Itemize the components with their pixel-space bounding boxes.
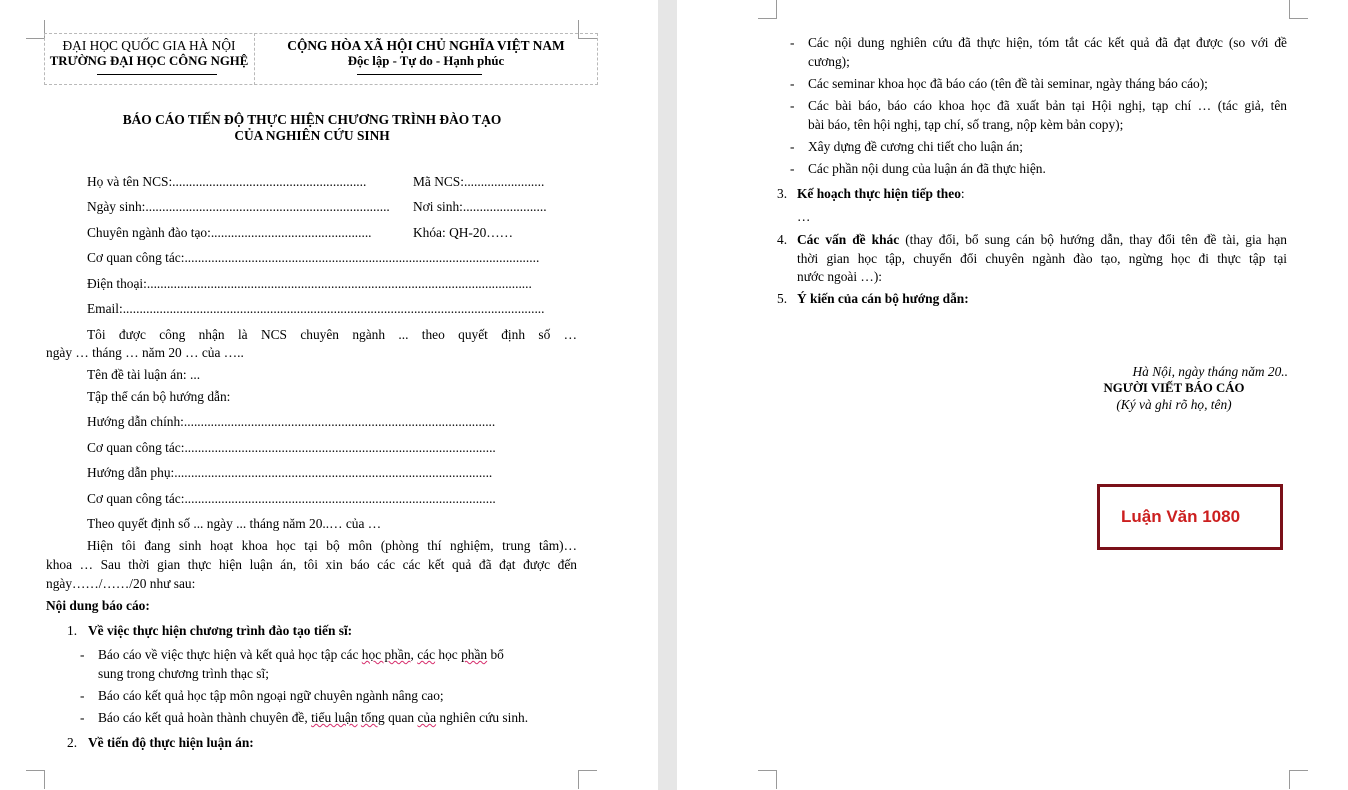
- section-2-item-3-cont: bài báo, tên hội nghị, tạp chí, số trang, nộp kèm bản copy);: [808, 117, 1124, 132]
- recognition-line2: ngày … tháng … năm 20 … của …..: [46, 345, 244, 360]
- advisors-label: Tập thể cán bộ hướng dẫn:: [87, 389, 231, 404]
- current-status-line3: ngày……/……/20 như sau:: [46, 576, 196, 591]
- bullet: -: [80, 688, 85, 703]
- section-5-number: 5.: [777, 291, 788, 306]
- crop-mark: [1289, 770, 1308, 789]
- bullet: -: [80, 710, 85, 725]
- section-3-placeholder: …: [797, 209, 811, 224]
- field-birth-place: Nơi sinh:.........................: [413, 199, 547, 214]
- bullet: -: [80, 647, 85, 662]
- field-name: Họ và tên NCS:..........................................................: [87, 174, 367, 189]
- section-2-item-4: Xây dựng đề cương chi tiết cho luận án;: [808, 139, 1023, 154]
- field-birth-date: Ngày sinh:.........................................................................: [87, 199, 390, 214]
- section-2-item-1: Các nội dung nghiên cứu đã thực hiện, tóm tắt các kết quả đã đạt được (so với đề: [808, 35, 1287, 50]
- watermark-text: Luận Văn 1080: [1121, 507, 1241, 526]
- section-2-item-3: Các bài báo, báo cáo khoa học đã xuất bản tại Hội nghị, tạp chí … (tác giả, tên: [808, 98, 1287, 113]
- bullet: -: [790, 35, 795, 50]
- section-1-item-2: Báo cáo kết quả học tập môn ngoại ngữ chuyên ngành nâng cao;: [98, 688, 444, 703]
- section-4-line1: Các vấn đề khác (thay đổi, bổ sung cán bộ hướng dẫn, thay đổi tên đề tài, gia hạn: [797, 232, 1287, 247]
- section-4-line3: nước ngoài …):: [797, 269, 882, 284]
- section-2-title: Về tiến độ thực hiện luận án:: [88, 735, 254, 750]
- field-ncs-code: Mã NCS:........................: [413, 174, 545, 189]
- section-4-number: 4.: [777, 232, 788, 247]
- crop-mark: [1289, 0, 1308, 19]
- section-1-item-3: Báo cáo kết quả hoàn thành chuyên đề, tiểu luận tổng quan của nghiên cứu sinh.: [98, 710, 529, 725]
- section-1-item-1-cont: sung trong chương trình thạc sĩ;: [98, 666, 269, 681]
- bullet: -: [790, 139, 795, 154]
- signature-note: (Ký và ghi rõ họ, tên): [1116, 397, 1232, 412]
- section-2-item-1-cont: cương);: [808, 54, 850, 69]
- field-sub-advisor: Hướng dẫn phụ:...............................................................................................: [87, 465, 493, 480]
- section-1-number: 1.: [67, 623, 78, 638]
- field-workplace: Cơ quan công tác:..........................................................................................................: [87, 250, 540, 265]
- section-5-title: Ý kiến của cán bộ hướng dẫn:: [797, 291, 969, 306]
- field-major: Chuyên ngành đào tạo:................................................: [87, 225, 372, 240]
- section-2-number: 2.: [67, 735, 78, 750]
- field-course: Khóa: QH-20……: [413, 225, 514, 240]
- section-1-item-1: Báo cáo về việc thực hiện và kết quả học tập các học phần, các học phần bổ: [98, 647, 504, 662]
- current-status-line1: Hiện tôi đang sinh hoạt khoa học tại bộ môn (phòng thí nghiệm, trung tâm)…: [87, 538, 577, 553]
- signature-date: Hà Nội, ngày tháng năm 20..: [1132, 364, 1288, 379]
- section-2-item-5: Các phần nội dung của luận án đã thực hiện.: [808, 161, 1046, 176]
- field-phone: Điện thoại:...................................................................................................................: [87, 276, 532, 291]
- field-email: Email:..............................................................................................................................: [87, 301, 545, 316]
- crop-mark: [758, 0, 777, 19]
- university-name: ĐẠI HỌC QUỐC GIA HÀ NỘI: [62, 38, 236, 53]
- thesis-title: Tên đề tài luận án: ...: [87, 367, 201, 382]
- field-sub-advisor-workplace: Cơ quan công tác:.............................................................................................: [87, 491, 496, 506]
- signature-role: NGƯỜI VIẾT BÁO CÁO: [1103, 381, 1245, 395]
- section-3-title: Kế hoạch thực hiện tiếp theo:: [797, 186, 965, 201]
- section-3-number: 3.: [777, 186, 788, 201]
- watermark-stamp: [1097, 484, 1283, 550]
- current-status-line2: khoa … Sau thời gian thực hiện luận án, tôi xin báo các các kết quả đã đạt được đến: [46, 557, 577, 572]
- field-main-advisor: Hướng dẫn chính:.............................................................................................: [87, 414, 496, 429]
- section-2-item-2: Các seminar khoa học đã báo cáo (tên đề tài seminar, ngày tháng báo cáo);: [808, 76, 1208, 91]
- field-main-advisor-workplace: Cơ quan công tác:.............................................................................................: [87, 440, 496, 455]
- report-title-line2: CỦA NGHIÊN CỨU SINH: [234, 128, 390, 143]
- crop-mark: [26, 770, 45, 789]
- crop-mark: [26, 20, 45, 39]
- document-page-1: [0, 0, 658, 790]
- motto: Độc lập - Tự do - Hạnh phúc: [347, 54, 505, 68]
- motto-underline: [357, 74, 482, 75]
- bullet: -: [790, 76, 795, 91]
- header-divider: [254, 33, 255, 85]
- report-content-heading: Nội dung báo cáo:: [46, 598, 150, 613]
- school-name: TRƯỜNG ĐẠI HỌC CÔNG NGHỆ: [49, 54, 249, 68]
- crop-mark: [758, 770, 777, 789]
- section-1-title: Về việc thực hiện chương trình đào tạo tiến sĩ:: [88, 623, 353, 638]
- header-underline: [97, 74, 217, 75]
- bullet: -: [790, 98, 795, 113]
- section-4-line2: thời gian học tập, chuyển đổi chuyên ngành đào tạo, ngừng học đi thực tập tại: [797, 251, 1287, 266]
- report-title-line1: BÁO CÁO TIẾN ĐỘ THỰC HIỆN CHƯƠNG TRÌNH ĐÀO TẠO: [122, 112, 502, 127]
- recognition-line1: Tôi được công nhận là NCS chuyên ngành ... theo quyết định số …: [87, 327, 577, 342]
- bullet: -: [790, 161, 795, 176]
- decision-line: Theo quyết định số ... ngày ... tháng năm 20..… của …: [87, 516, 382, 531]
- crop-mark: [578, 770, 597, 789]
- country-name: CỘNG HÒA XÃ HỘI CHỦ NGHĨA VIỆT NAM: [287, 38, 565, 53]
